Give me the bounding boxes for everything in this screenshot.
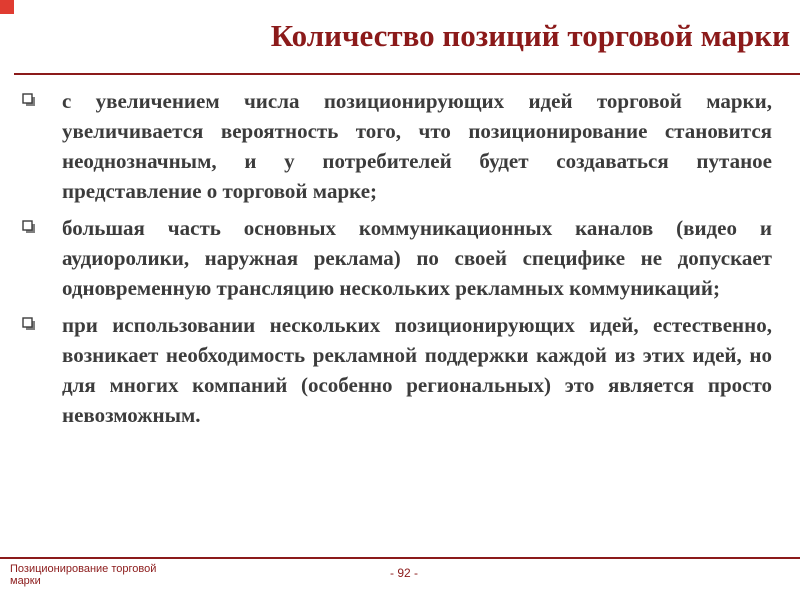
title-divider — [14, 73, 800, 75]
bullet-item — [20, 213, 772, 303]
page-number: - 92 - — [390, 566, 419, 580]
bullet-text: при использовании нескольких позиционирующих идей, естественно, возникает необходимость рекламной поддержки каждой из этих идей, но для многих компаний (особенно региональных) это является просто невозможным. — [62, 313, 772, 427]
checkbox-square-icon — [22, 220, 36, 234]
bullet-item — [20, 310, 772, 430]
slide-title: Количество позиций торговой марки — [270, 18, 790, 53]
bullet-list — [20, 86, 772, 437]
checkbox-square-icon — [22, 317, 36, 331]
footer-caption: Позиционирование торговой марки — [10, 563, 157, 587]
footer-divider — [0, 557, 800, 559]
corner-accent — [0, 0, 14, 14]
bullet-text: большая часть основных коммуникационных каналов (видео и аудиоролики, наружная реклама) по своей специфике не допускает одновременную трансляцию нескольких рекламных коммуникаций; — [62, 216, 772, 300]
bullet-item — [20, 86, 772, 206]
checkbox-square-icon — [22, 93, 36, 107]
bullet-text: с увеличением числа позиционирующих идей торговой марки, увеличивается вероятность того, что позиционирование становится неоднозначным, и у потребителей будет создаваться путаное представление о торговой марке; — [62, 89, 772, 203]
